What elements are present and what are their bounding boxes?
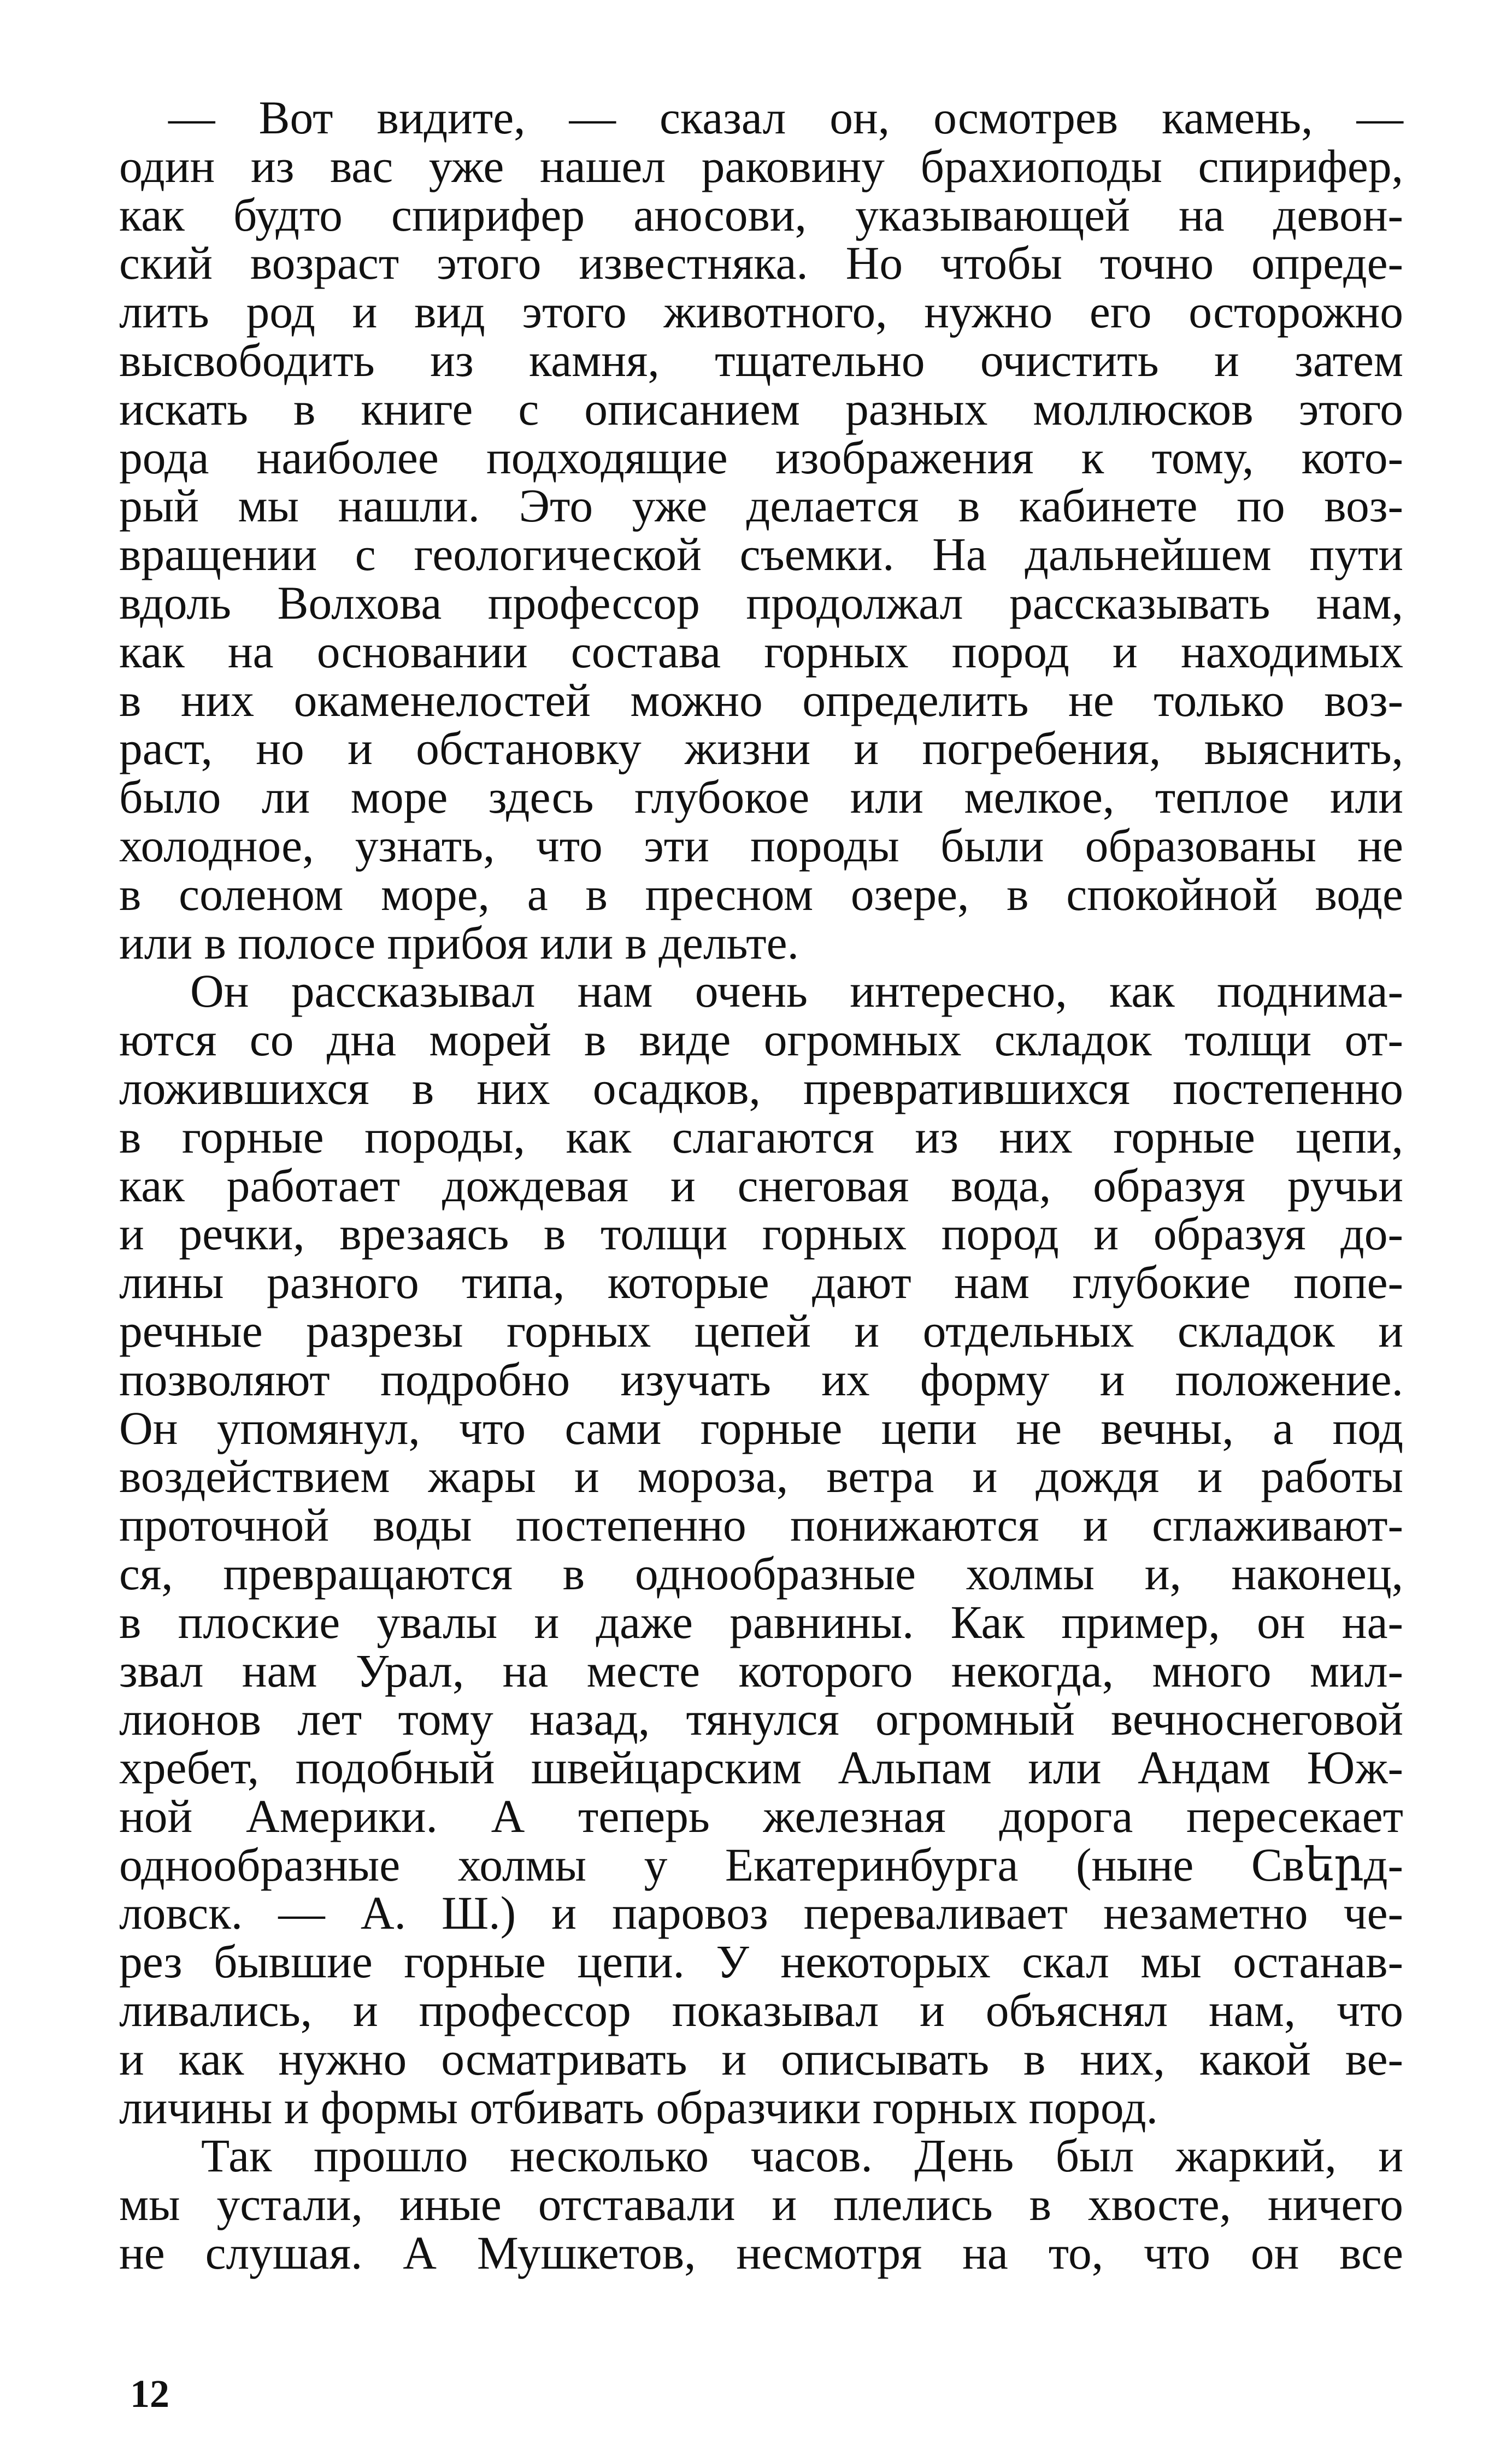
text-line: ложившихся в них осадков, превратившихся постепенно bbox=[119, 1062, 1403, 1114]
text-line: звал нам Урал, на месте которого некогда, много мил- bbox=[119, 1645, 1403, 1697]
text-line: в горные породы, как слагаются из них горные цепи, bbox=[119, 1111, 1403, 1163]
text-line: однообразные холмы у Екатеринбурга (ныне Свերд- bbox=[119, 1839, 1403, 1891]
text-line: холодное, узнать, что эти породы были образованы не bbox=[119, 820, 1403, 872]
text-line: и как нужно осматривать и описывать в них, какой ве- bbox=[119, 2033, 1403, 2085]
text-line: вдоль Волхова профессор продолжал рассказывать нам, bbox=[119, 577, 1403, 629]
text-line: ловск. — А. Ш.) и паровоз переваливает незаметно че- bbox=[119, 1888, 1403, 1940]
text-line: личины и формы отбивать образчики горных пород. bbox=[119, 2082, 1158, 2134]
text-line: один из вас уже нашел раковину брахиоподы спирифер, bbox=[119, 140, 1403, 192]
text-line: как на основании состава горных пород и находимых bbox=[119, 626, 1403, 678]
text-line: не слушая. А Мушкетов, несмотря на то, что он все bbox=[119, 2228, 1403, 2280]
text-line: и речки, врезаясь в толщи горных пород и образуя до- bbox=[119, 1208, 1403, 1260]
text-line: проточной воды постепенно понижаются и сглаживают- bbox=[119, 1500, 1403, 1552]
text-line: лионов лет тому назад, тянулся огромный вечноснеговой bbox=[119, 1694, 1403, 1746]
text-line: Он рассказывал нам очень интересно, как поднима- bbox=[190, 966, 1403, 1018]
text-line: было ли море здесь глубокое или мелкое, теплое или bbox=[119, 772, 1403, 824]
text-line: речные разрезы горных цепей и отдельных складок и bbox=[119, 1305, 1403, 1357]
body-text bbox=[119, 94, 1403, 2278]
text-line: рода наиболее подходящие изображения к тому, кото- bbox=[119, 432, 1403, 484]
text-line: рый мы нашли. Это уже делается в кабинете по воз- bbox=[119, 480, 1403, 532]
text-line: вращении с геологической съемки. На дальнейшем пути bbox=[119, 529, 1403, 581]
text-line: в плоские увалы и даже равнины. Как пример, он на- bbox=[119, 1596, 1403, 1648]
text-line: рез бывшие горные цепи. У некоторых скал мы останав- bbox=[119, 1936, 1403, 1988]
text-line: ной Америки. А теперь железная дорога пересекает bbox=[119, 1790, 1403, 1842]
text-line: ются со дна морей в виде огромных складок толщи от- bbox=[119, 1014, 1403, 1066]
page-number: 12 bbox=[130, 2372, 169, 2416]
text-line: ский возраст этого известняка. Но чтобы точно опреде- bbox=[119, 238, 1403, 290]
text-line: — Вот видите, — сказал он, осмотрев камень, — bbox=[168, 92, 1403, 144]
text-line: Так прошло несколько часов. День был жаркий, и bbox=[201, 2130, 1403, 2182]
text-line: ся, превращаются в однообразные холмы и, наконец, bbox=[119, 1548, 1403, 1600]
text-line: раст, но и обстановку жизни и погребения, выяснить, bbox=[119, 723, 1403, 775]
text-line: как будто спирифер аносови, указывающей на девон- bbox=[119, 189, 1403, 241]
text-line: в соленом море, а в пресном озере, в спокойной воде bbox=[119, 868, 1403, 920]
text-line: мы устали, иные отставали и плелись в хвосте, ничего bbox=[119, 2179, 1403, 2231]
text-line: лины разного типа, которые дают нам глубокие попе- bbox=[119, 1257, 1403, 1309]
text-line: хребет, подобный швейцарским Альпам или Андам Юж- bbox=[119, 1742, 1403, 1794]
text-line: или в полосе прибоя или в дельте. bbox=[119, 917, 799, 969]
text-line: как работает дождевая и снеговая вода, образуя ручьи bbox=[119, 1160, 1403, 1212]
text-line: позволяют подробно изучать их форму и положение. bbox=[119, 1354, 1403, 1406]
text-line: высвободить из камня, тщательно очистить и затем bbox=[119, 334, 1403, 386]
text-line: лить род и вид этого животного, нужно его осторожно bbox=[119, 286, 1403, 338]
text-line: воздействием жары и мороза, ветра и дождя и работы bbox=[119, 1451, 1403, 1503]
text-line: ливались, и профессор показывал и объяснял нам, что bbox=[119, 1985, 1403, 2037]
text-line: Он упомянул, что сами горные цепи не вечны, а под bbox=[119, 1402, 1403, 1454]
text-line: искать в книге с описанием разных моллюсков этого bbox=[119, 383, 1403, 435]
text-line: в них окаменелостей можно определить не только воз- bbox=[119, 674, 1403, 726]
